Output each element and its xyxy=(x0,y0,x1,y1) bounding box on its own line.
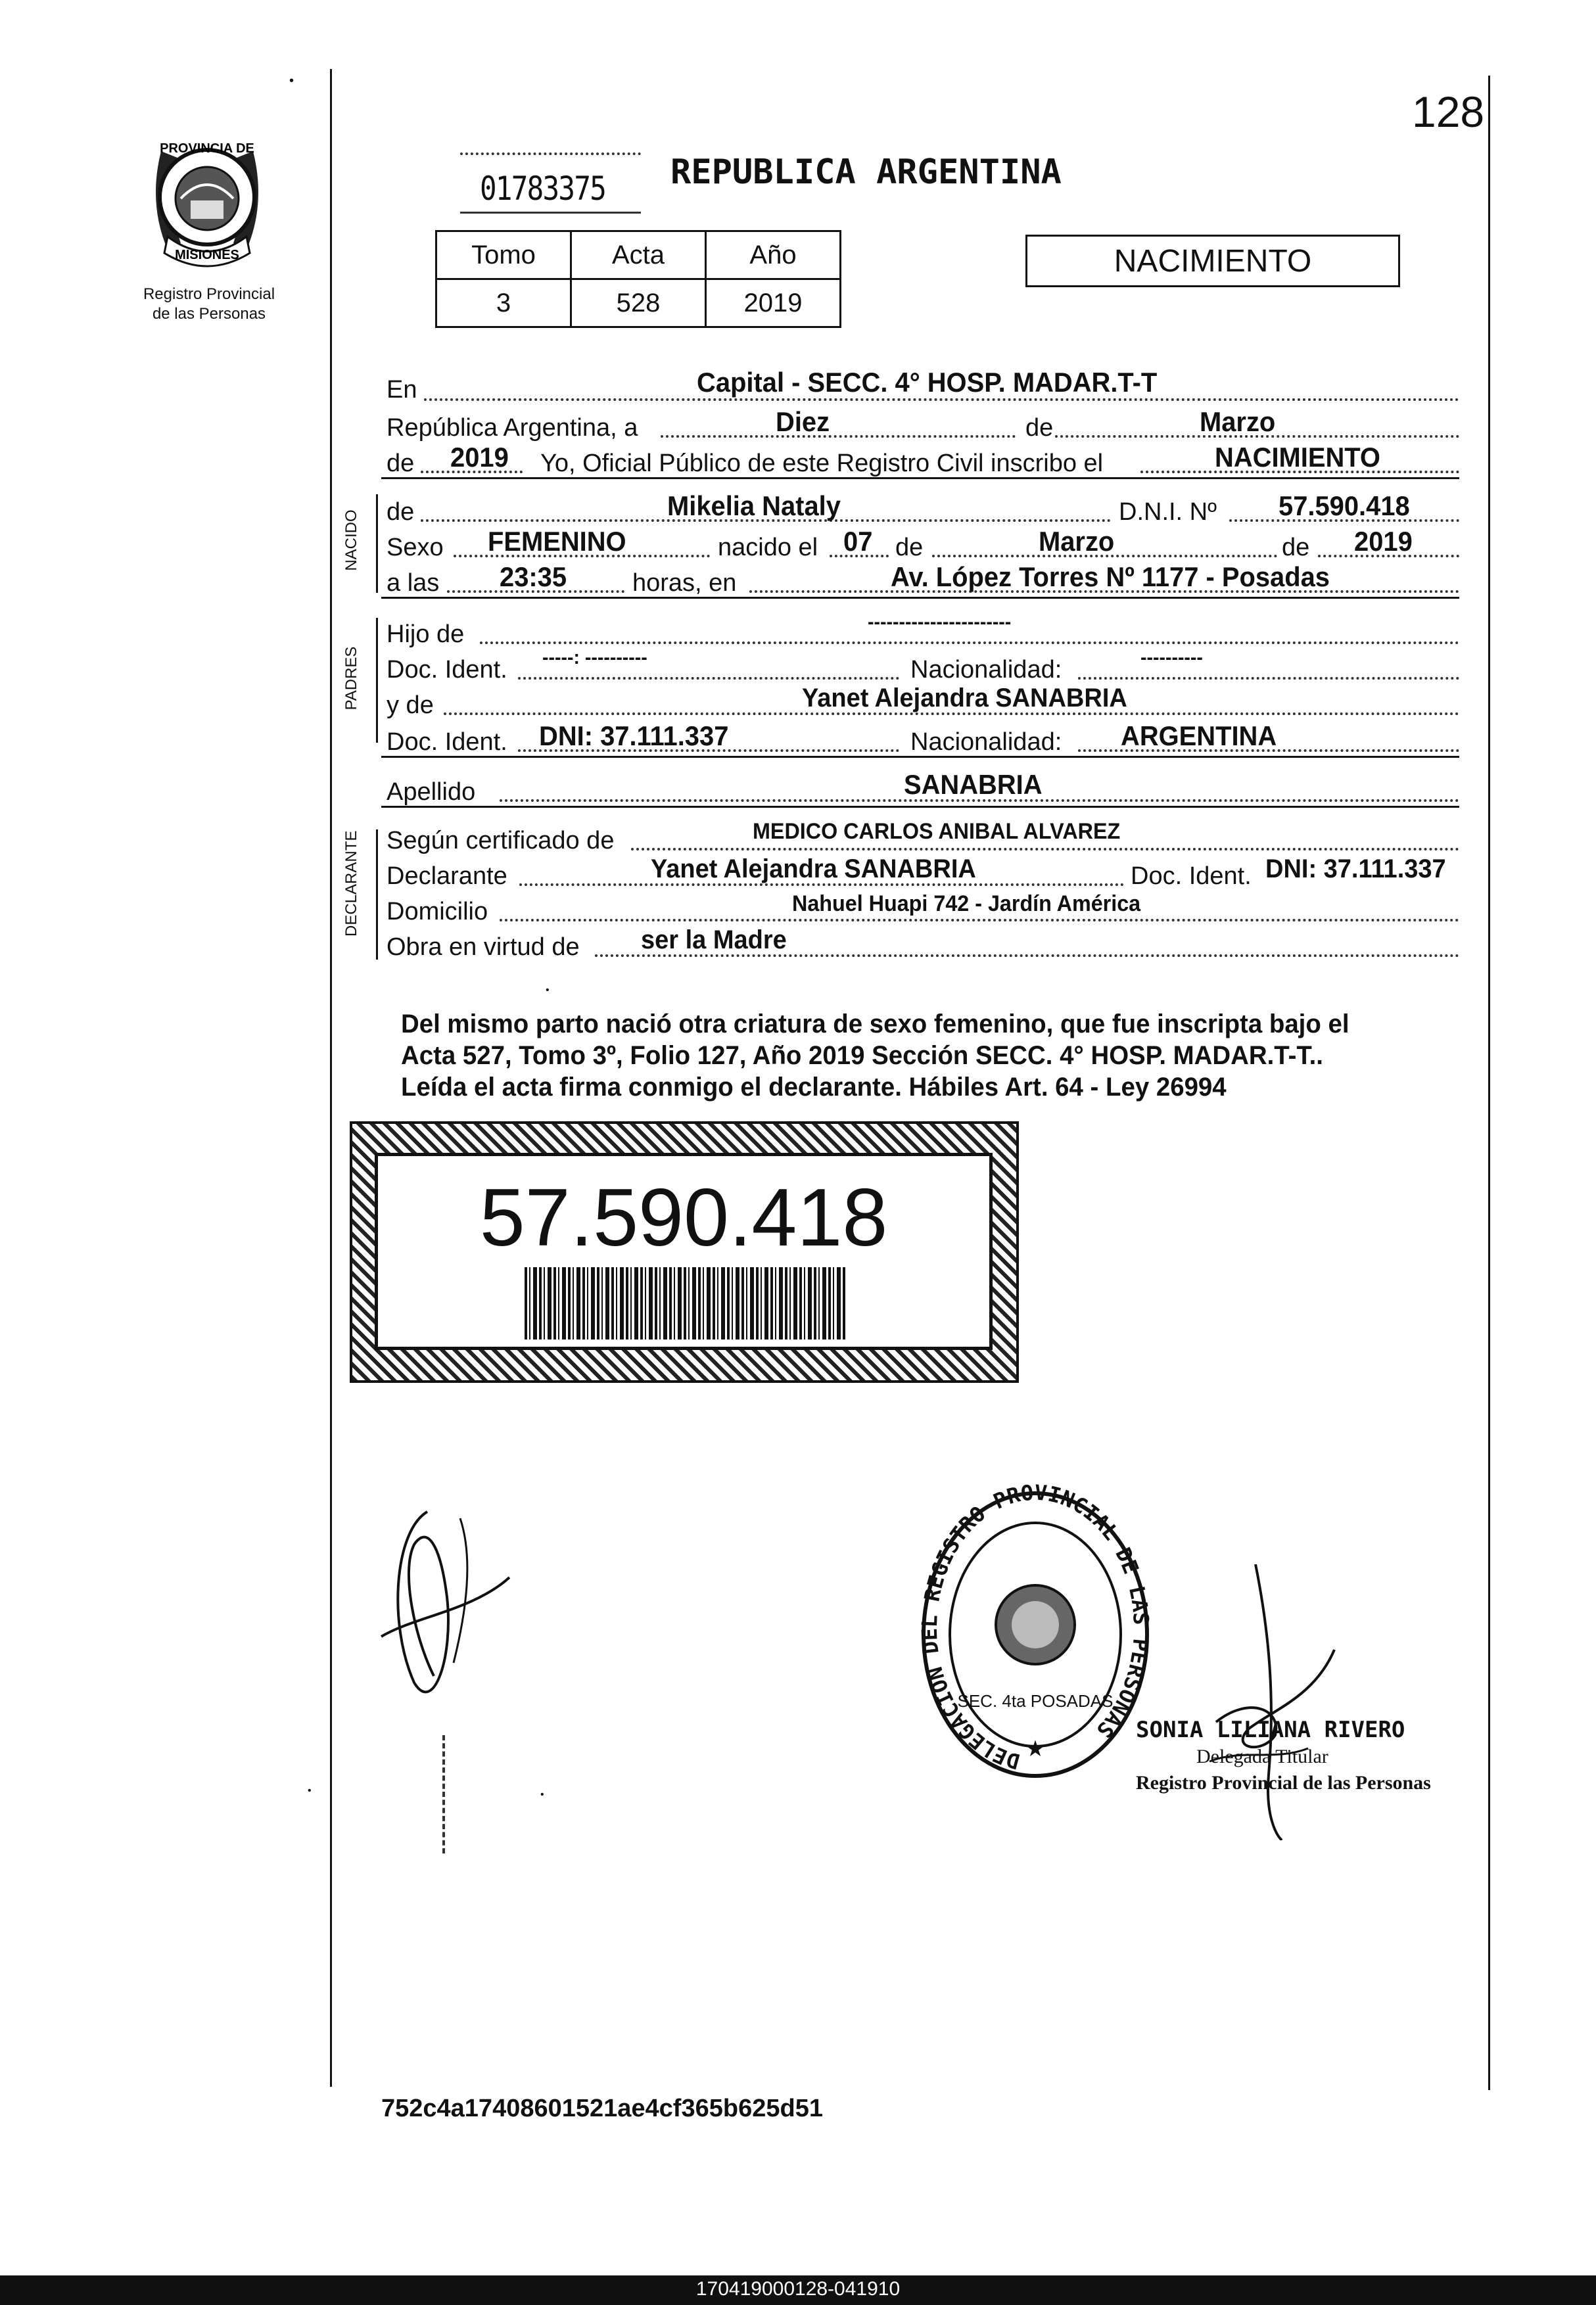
doc2-value: DNI: 37.111.337 xyxy=(539,720,729,751)
scan-mark-1 xyxy=(442,1735,448,1853)
document-hash: 752c4a17408601521ae4cf365b625d51 xyxy=(381,2095,823,2122)
footer-code: 170419000128-041910 xyxy=(695,2278,901,2300)
seal-ring-text: DELEGACION DEL REGISTRO PROVINCIAL DE LAS PERSONAS xyxy=(916,1480,1154,1775)
page-number: 128 xyxy=(1412,87,1485,136)
signatory-role: Delegada Titular xyxy=(1196,1746,1328,1767)
rule-3 xyxy=(381,756,1459,758)
header-acta: Acta xyxy=(571,231,706,279)
day-value: Diez xyxy=(776,406,830,437)
value-ano: 2019 xyxy=(706,279,841,327)
name-de-label: de xyxy=(387,498,415,526)
logo-ring-text: PROVINCIA DE xyxy=(160,141,254,156)
nacido-bracket xyxy=(376,494,378,593)
logo-caption-2: de las Personas xyxy=(152,305,266,323)
note-line-2: Acta 527, Tomo 3º, Folio 127, Año 2019 Sección SECC. 4° HOSP. MADAR.T-T.. xyxy=(401,1041,1323,1070)
record-table xyxy=(435,230,841,328)
declarante-value: Yanet Alejandra SANABRIA xyxy=(651,854,976,883)
nac1-value: ---------- xyxy=(1140,647,1203,668)
inscribo-value: NACIMIENTO xyxy=(1215,442,1380,473)
nac2-label: Nacionalidad: xyxy=(910,728,1062,756)
doc1-value: -----: ---------- xyxy=(542,647,647,668)
decl-doc-value: DNI: 37.111.337 xyxy=(1265,854,1446,883)
sexo-label: Sexo xyxy=(387,534,444,561)
birth-year-de-label: de xyxy=(1282,534,1310,561)
birth-day: 07 xyxy=(843,526,873,557)
hijo-label: Hijo de xyxy=(387,620,465,648)
declarante-label: Declarante xyxy=(387,862,507,890)
declarante-bracket xyxy=(376,829,378,960)
side-label-declarante: DECLARANTE xyxy=(342,830,360,937)
birth-month-de-label: de xyxy=(895,534,924,561)
side-label-padres: PADRES xyxy=(342,646,360,710)
value-acta: 528 xyxy=(571,279,706,327)
en-value: Capital - SECC. 4° HOSP. MADAR.T-T xyxy=(697,367,1158,398)
note-line-1: Del mismo parto nació otra criatura de sexo femenino, que fue inscripta bajo el xyxy=(401,1010,1350,1038)
sticker-number: 57.590.418 xyxy=(479,1173,888,1263)
dni-sticker xyxy=(350,1121,1019,1383)
segun-label: Según certificado de xyxy=(387,827,615,854)
obra-value: ser la Madre xyxy=(641,925,787,954)
nacido-label: nacido el xyxy=(718,534,818,561)
y-de-label: y de xyxy=(387,691,434,719)
country-title: REPUBLICA ARGENTINA xyxy=(670,152,1062,192)
year-de-label: de xyxy=(387,450,415,477)
month-value: Marzo xyxy=(1200,406,1276,437)
signatory-name: SONIA LILIANA RIVERO xyxy=(1136,1717,1405,1743)
left-margin-line xyxy=(330,69,332,2087)
day-dots xyxy=(661,435,1016,438)
rule-4 xyxy=(381,806,1459,808)
note-line-3: Leída el acta firma conmigo el declarante. Hábiles Art. 64 - Ley 26994 xyxy=(401,1073,1227,1102)
serial-underline-top xyxy=(460,152,641,155)
segun-dots xyxy=(631,848,1459,850)
value-tomo: 3 xyxy=(436,279,571,327)
padres-bracket xyxy=(376,618,378,743)
a-las-label: a las xyxy=(387,569,440,597)
mother-name: Yanet Alejandra SANABRIA xyxy=(802,684,1127,712)
serial-number: 01783375 xyxy=(480,170,606,208)
dni-label: D.N.I. Nº xyxy=(1119,498,1217,526)
province-logo xyxy=(141,125,273,276)
horas-label: horas, en xyxy=(632,569,737,597)
scan-dot-4: • xyxy=(546,985,550,996)
signatory-office: Registro Provincial de las Personas xyxy=(1136,1772,1431,1794)
scan-dot-3: • xyxy=(540,1789,544,1800)
year-value: 2019 xyxy=(450,442,509,473)
left-signature xyxy=(375,1505,519,1709)
en-label: En xyxy=(387,376,417,404)
domicilio-label: Domicilio xyxy=(387,898,488,925)
domicilio-dots xyxy=(500,919,1459,921)
doc1-dots xyxy=(518,677,899,680)
hour-value: 23:35 xyxy=(500,561,567,592)
birth-month: Marzo xyxy=(1039,526,1115,557)
oficial-text: Yo, Oficial Público de este Registro Civil inscribo el xyxy=(540,450,1104,477)
hijo-value: ----------------------- xyxy=(868,611,1012,633)
sexo-value: FEMENINO xyxy=(488,526,626,557)
rule-2 xyxy=(381,597,1459,599)
child-name: Mikelia Nataly xyxy=(667,490,841,521)
en-dots xyxy=(424,398,1459,401)
doc2-label: Doc. Ident. xyxy=(387,728,507,756)
dni-value: 57.590.418 xyxy=(1279,490,1410,521)
logo-caption-1: Registro Provincial xyxy=(143,285,275,303)
scan-dot-2: • xyxy=(308,1785,312,1796)
sticker-barcode xyxy=(525,1267,847,1339)
nac1-dots xyxy=(1078,677,1459,680)
domicilio-value: Nahuel Huapi 742 - Jardín América xyxy=(792,891,1141,916)
doc-type-title: NACIMIENTO xyxy=(1114,244,1312,279)
segun-value: MEDICO CARLOS ANIBAL ALVAREZ xyxy=(753,819,1121,844)
decl-doc-label: Doc. Ident. xyxy=(1131,862,1252,890)
republica-label: República Argentina, a xyxy=(387,414,638,442)
header-ano: Año xyxy=(706,231,841,279)
nac2-value: ARGENTINA xyxy=(1121,720,1277,751)
rule-1 xyxy=(381,477,1459,479)
scan-dot-1: • xyxy=(289,74,294,88)
hijo-dots xyxy=(480,641,1459,644)
serial-underline-bottom xyxy=(460,212,641,214)
official-seal xyxy=(910,1480,1160,1789)
side-label-nacido: NACIDO xyxy=(342,509,360,571)
svg-text:★: ★ xyxy=(1025,1736,1046,1761)
day-de-label: de xyxy=(1025,414,1054,442)
right-signature xyxy=(1203,1564,1354,1840)
apellido-value: SANABRIA xyxy=(904,769,1043,800)
logo-banner-text: MISIONES xyxy=(175,248,239,262)
birth-year: 2019 xyxy=(1354,526,1413,557)
apellido-label: Apellido xyxy=(387,778,476,806)
place-value: Av. López Torres Nº 1177 - Posadas xyxy=(891,561,1330,592)
header-tomo: Tomo xyxy=(436,231,571,279)
obra-label: Obra en virtud de xyxy=(387,933,580,961)
seal-inner-text: SEC. 4ta POSADAS xyxy=(957,1691,1114,1711)
nac1-label: Nacionalidad: xyxy=(910,656,1062,684)
right-margin-line xyxy=(1488,76,1490,2090)
doc1-label: Doc. Ident. xyxy=(387,656,507,684)
